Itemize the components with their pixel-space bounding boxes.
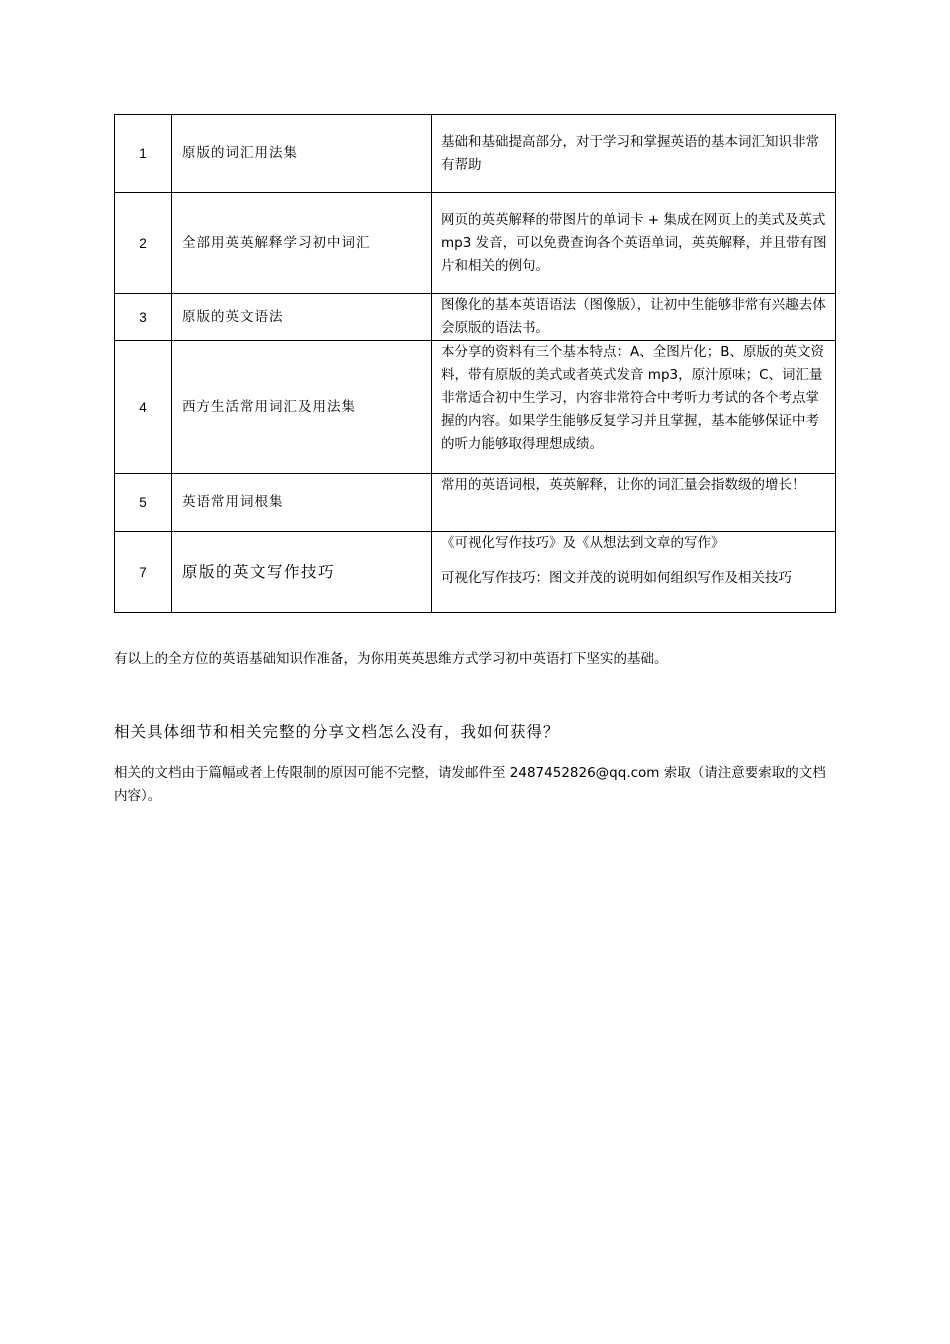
row-description (432, 115, 836, 193)
summary-paragraph: 有以上的全方位的英语基础知识作准备，为你用英英思维方式学习初中英语打下坚实的基础。 (114, 651, 668, 667)
resource-table (114, 114, 836, 613)
row-number: 5 (115, 474, 172, 532)
section-heading: 相关具体细节和相关完整的分享文档怎么没有，我如何获得？ (114, 723, 560, 741)
row-description (432, 294, 836, 341)
table-row (115, 294, 836, 341)
row-description-line-1: 《可视化写作技巧》及《从想法到文章的写作》 (441, 535, 725, 551)
row-description-text: 网页的英英解释的带图片的单词卡 + 集成在网页上的美式及英式 mp3 发音，可以免费查询各个英语单词，英英解释，并且带有图片和相关的例句。 (441, 211, 827, 274)
table-row (115, 115, 836, 193)
contact-note: 相关的文档由于篇幅或者上传限制的原因可能不完整，请发邮件至 2487452826@qq.com 索取（请注意要索取的文档内容）。 (114, 765, 826, 804)
row-title: 原版的词汇用法集 (172, 115, 432, 193)
row-title: 原版的英文写作技巧 (172, 532, 432, 613)
row-description-text: 本分享的资料有三个基本特点：A、全图片化；B、原版的英文资料，带有原版的美式或者英式发音 mp3，原汁原味；C、词汇量非常适合初中生学习，内容非常符合中考听力考试的各个考点掌握的内容。如果学生能够反复学习并且掌握，基本能够保证中考的听力能够取得理想成绩。 (441, 344, 824, 452)
table-row (115, 341, 836, 474)
row-number: 7 (115, 532, 172, 613)
table-row (115, 532, 836, 613)
row-number: 2 (115, 193, 172, 294)
row-description (432, 341, 836, 474)
row-description-text: 常用的英语词根，英英解释，让你的词汇量会指数级的增长！ (441, 477, 806, 493)
row-description (432, 532, 836, 613)
row-description-text: 基础和基础提高部分，对于学习和掌握英语的基本词汇知识非常有帮助 (441, 133, 819, 173)
row-title: 英语常用词根集 (172, 474, 432, 532)
table-row (115, 474, 836, 532)
row-number: 4 (115, 341, 172, 474)
row-title: 原版的英文语法 (172, 294, 432, 341)
table-row (115, 193, 836, 294)
row-number: 3 (115, 294, 172, 341)
row-description (432, 474, 836, 532)
row-description-line-2: 可视化写作技巧：图文并茂的说明如何组织写作及相关技巧 (441, 570, 792, 586)
row-title: 西方生活常用词汇及用法集 (172, 341, 432, 474)
row-description (432, 193, 836, 294)
row-description-text: 图像化的基本英语语法（图像版），让初中生能够非常有兴趣去体会原版的语法书。 (441, 297, 826, 336)
row-number: 1 (115, 115, 172, 193)
row-title: 全部用英英解释学习初中词汇 (172, 193, 432, 294)
